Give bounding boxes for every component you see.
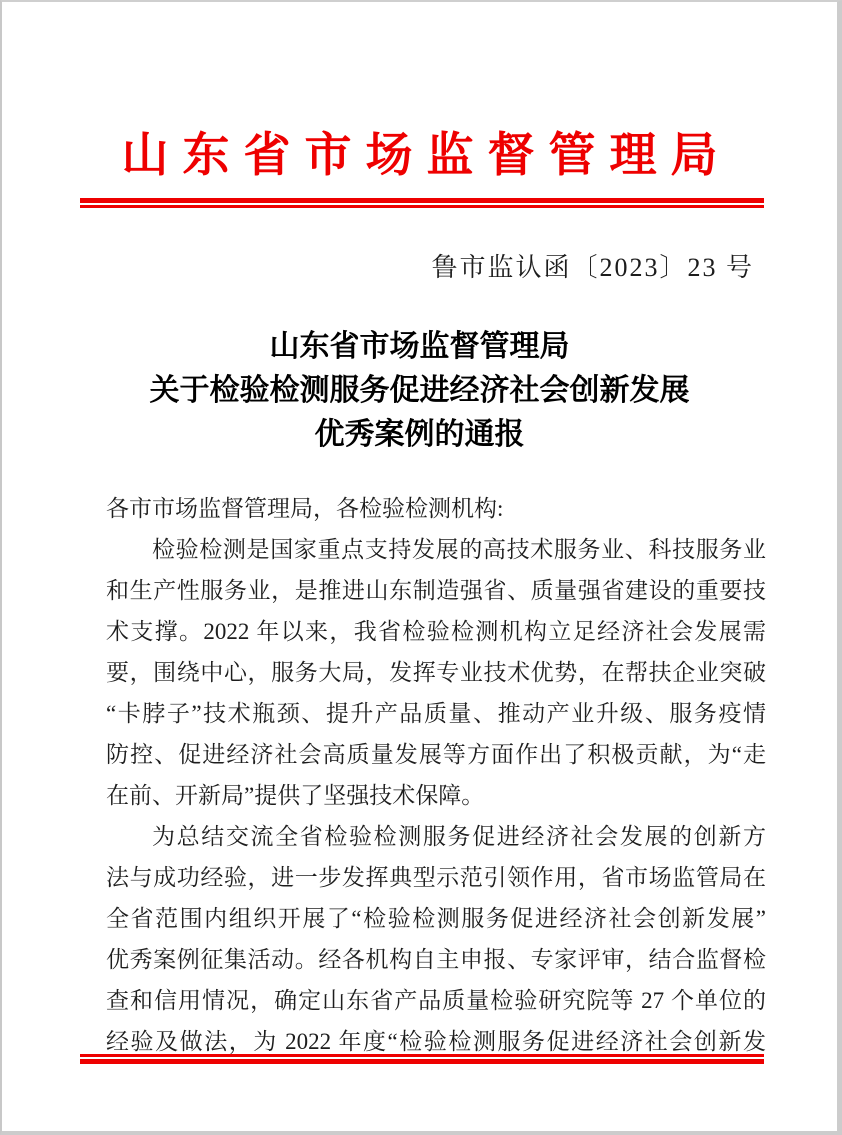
body-line-7: 在前、开新局”提供了坚强技术保障。 — [106, 783, 485, 808]
body-line-3: 术支撑。2022 年以来，我省检验检测机构立足经济社会发展需 — [106, 619, 766, 644]
body-line-12: 查和信用情况，确定山东省产品质量检验研究院等 27 个单位的 — [106, 988, 766, 1013]
body-line-8: 为总结交流全省检验检测服务促进经济社会发展的创新方 — [152, 824, 766, 849]
document-body — [106, 488, 766, 1062]
body-line-10: 全省范围内组织开展了“检验检测服务促进经济社会创新发展” — [106, 906, 766, 931]
body-line-9: 法与成功经验，进一步发挥典型示范引领作用，省市场监管局在 — [106, 865, 766, 890]
document-title-line-2: 关于检验检测服务促进经济社会创新发展 — [149, 374, 690, 407]
body-line-5: “卡脖子”技术瓶颈、提升产品质量、推动产业升级、服务疫情 — [106, 701, 766, 726]
body-line-6: 防控、促进经济社会高质量发展等方面作出了积极贡献，为“走 — [106, 742, 766, 767]
document-title-line-3: 优秀案例的通报 — [314, 418, 525, 451]
red-separator-bottom-thick-bar — [80, 1059, 764, 1064]
red-separator-top — [80, 198, 764, 208]
body-line-2: 和生产性服务业，是推进山东制造强省、质量强省建设的重要技 — [106, 578, 766, 603]
salutation-line: 各市市场监督管理局，各检验检测机构: — [106, 496, 504, 521]
body-line-11: 优秀案例征集活动。经各机构自主申报、专家评审，结合监督检 — [106, 947, 766, 972]
document-title — [2, 325, 837, 457]
document-title-line-1: 山东省市场监督管理局 — [269, 330, 570, 363]
red-separator-top-thin-bar — [80, 205, 764, 208]
body-line-1: 检验检测是国家重点支持发展的高技术服务业、科技服务业 — [152, 537, 766, 562]
letterhead-agency-title: 山东省市场监督管理局 — [121, 130, 732, 182]
document-reference-number: 鲁市监认函〔2023〕23 号 — [431, 253, 754, 282]
body-line-4: 要，围绕中心，服务大局，发挥专业技术优势，在帮扶企业突破 — [106, 660, 766, 685]
body-line-13: 经验及做法，为 2022 年度“检验检测服务促进经济社会创新发 — [106, 1029, 766, 1054]
red-separator-bottom — [80, 1054, 764, 1064]
